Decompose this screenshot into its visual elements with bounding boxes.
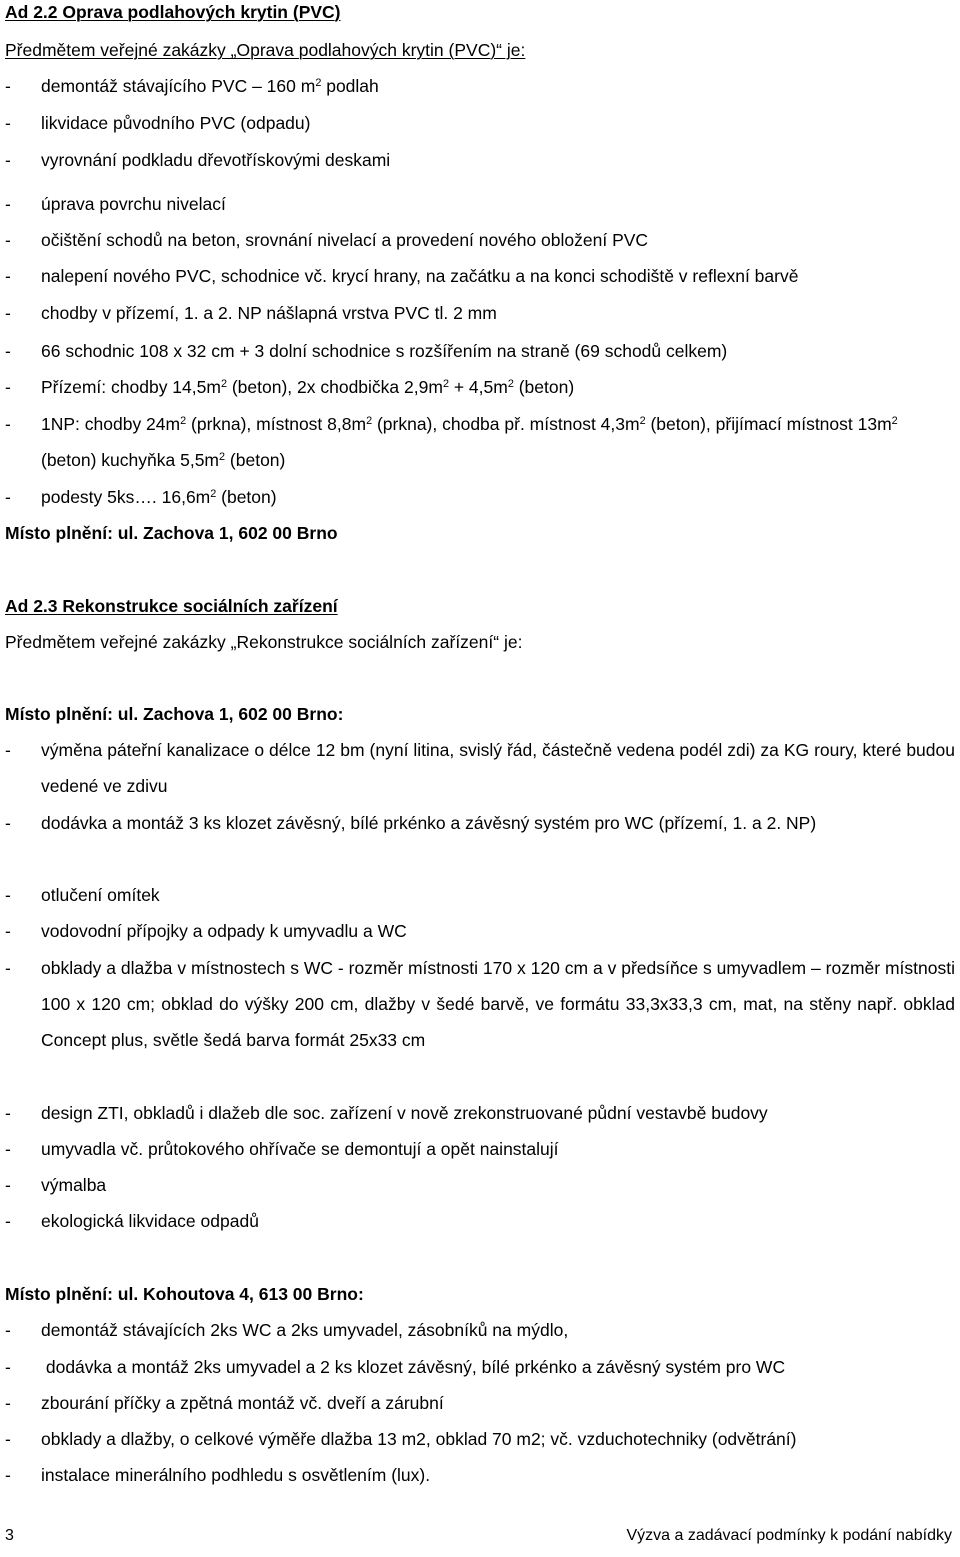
list-text: úprava povrchu nivelací bbox=[41, 194, 226, 214]
list-text: demontáž stávajících 2ks WC a 2ks umyvadel, zásobníků na mýdlo, bbox=[41, 1320, 569, 1340]
list-dash: - bbox=[5, 813, 11, 833]
section1-heading: Ad 2.2 Oprava podlahových krytin (PVC) bbox=[5, 2, 341, 22]
superscript: 2 bbox=[442, 378, 449, 391]
page-number: 3 bbox=[5, 1527, 14, 1544]
superscript: 2 bbox=[180, 415, 187, 428]
superscript: 2 bbox=[219, 451, 226, 464]
place-of-performance: Místo plnění: ul. Kohoutova 4, 613 00 Brno: bbox=[5, 1284, 364, 1304]
list-text: likvidace původního PVC (odpadu) bbox=[41, 113, 311, 133]
list-item bbox=[5, 805, 955, 841]
list-dash: - bbox=[5, 740, 11, 760]
list-dash: - bbox=[5, 1429, 11, 1449]
list-text: (prkna), místnost 8,8m bbox=[186, 414, 367, 434]
superscript: 2 bbox=[639, 415, 646, 428]
list-dash: - bbox=[5, 1393, 11, 1413]
list-text: (beton) kuchyňka 5,5m bbox=[41, 450, 220, 471]
list-item bbox=[5, 186, 955, 222]
section2-heading: Ad 2.3 Rekonstrukce sociálních zařízení bbox=[5, 596, 338, 616]
list-text: chodby v přízemí, 1. a 2. NP nášlapná vrstva PVC tl. 2 mm bbox=[41, 303, 497, 323]
list-text: podlah bbox=[321, 76, 379, 96]
list-item bbox=[5, 479, 955, 515]
list-text: dodávka a montáž 3 ks klozet závěsný, bílé prkénko a závěsný systém pro WC (přízemí, 1. a 2. NP) bbox=[41, 813, 817, 833]
superscript: 2 bbox=[210, 488, 217, 501]
list-dash: - bbox=[5, 885, 11, 905]
list-text: nalepení nového PVC, schodnice vč. krycí hrany, na začátku a na konci schodiště v reflexní barvě bbox=[41, 266, 799, 286]
list-text: 66 schodnic 108 x 32 cm + 3 dolní schodnice s rozšířením na straně (69 schodů celkem) bbox=[41, 341, 728, 361]
list-dash: - bbox=[5, 266, 11, 286]
list-item bbox=[5, 258, 955, 294]
list-dash: - bbox=[5, 230, 11, 250]
footer-title: Výzva a zadávací podmínky k podání nabídky bbox=[626, 1527, 952, 1544]
list-item bbox=[5, 222, 955, 258]
superscript: 2 bbox=[366, 415, 373, 428]
superscript: 2 bbox=[891, 415, 898, 428]
list-item bbox=[5, 1095, 955, 1131]
list-dash: - bbox=[5, 341, 11, 361]
list-dash: - bbox=[5, 921, 11, 941]
list-text: (beton), přijímací místnost 13m bbox=[645, 414, 892, 434]
list-item bbox=[5, 1203, 955, 1239]
list-text: umyvadla vč. průtokového ohřívače se demontují a opět nainstalují bbox=[41, 1139, 559, 1159]
list-item bbox=[5, 1167, 955, 1203]
superscript: 2 bbox=[220, 378, 227, 391]
list-item bbox=[5, 732, 955, 804]
list-text: (beton) bbox=[216, 487, 277, 507]
superscript: 2 bbox=[507, 378, 514, 391]
list-dash: - bbox=[5, 377, 11, 397]
list-dash: - bbox=[5, 414, 11, 434]
list-dash: - bbox=[5, 113, 11, 133]
list-item bbox=[5, 1349, 955, 1385]
list-dash: - bbox=[5, 958, 11, 978]
place-of-performance: Místo plnění: ul. Zachova 1, 602 00 Brno: bbox=[5, 704, 344, 724]
list-text: vyrovnání podkladu dřevotřískovými deskami bbox=[41, 150, 391, 170]
list-text: (beton), 2x chodbička 2,9m bbox=[226, 377, 443, 397]
list-item bbox=[5, 369, 955, 405]
list-dash: - bbox=[5, 1139, 11, 1159]
list-item bbox=[5, 105, 955, 141]
list-dash: - bbox=[5, 1103, 11, 1123]
list-text: 1NP: chodby 24m bbox=[41, 414, 181, 434]
list-item bbox=[5, 333, 955, 369]
list-text: otlučení omítek bbox=[41, 885, 160, 905]
list-text: dodávka a montáž 2ks umyvadel a 2 ks klozet závěsný, bílé prkénko a závěsný systém pro WC bbox=[41, 1357, 786, 1377]
list-dash: - bbox=[5, 303, 11, 323]
list-item bbox=[5, 68, 955, 104]
list-item bbox=[5, 295, 955, 331]
list-text: demontáž stávajícího PVC – 160 m bbox=[41, 76, 316, 96]
list-text: Přízemí: chodby 14,5m bbox=[41, 377, 221, 397]
list-item bbox=[5, 1385, 955, 1421]
list-dash: - bbox=[5, 487, 11, 507]
list-text: zbourání příčky a zpětná montáž vč. dveří a zárubní bbox=[41, 1393, 444, 1413]
list-dash: - bbox=[5, 1175, 11, 1195]
list-text: očištění schodů na beton, srovnání nivelací a provedení nového obložení PVC bbox=[41, 230, 649, 250]
list-item bbox=[5, 1312, 955, 1348]
list-text: instalace minerálního podhledu s osvětlením (lux). bbox=[41, 1465, 431, 1485]
list-text: výmalba bbox=[41, 1175, 107, 1195]
list-item bbox=[5, 1457, 955, 1493]
list-item bbox=[5, 142, 955, 178]
list-dash: - bbox=[5, 150, 11, 170]
section2-intro: Předmětem veřejné zakázky „Rekonstrukce sociálních zařízení“ je: bbox=[5, 632, 523, 652]
list-dash: - bbox=[5, 1211, 11, 1231]
list-dash: - bbox=[5, 194, 11, 214]
place-of-performance: Místo plnění: ul. Zachova 1, 602 00 Brno bbox=[5, 523, 338, 543]
list-item bbox=[5, 406, 955, 478]
list-text: (prkna), chodba př. místnost 4,3m bbox=[372, 414, 640, 434]
list-item bbox=[5, 950, 955, 1059]
list-text: podesty 5ks…. 16,6m bbox=[41, 487, 211, 507]
list-text: (beton) bbox=[513, 377, 575, 397]
list-text: (beton) bbox=[225, 450, 286, 471]
list-text: obklady a dlažba v místnostech s WC - rozměr místnosti 170 x 120 cm a v předsíňce s umyvadlem – rozměr místnosti 100 x 120 cm; obklad do výšky 200 cm, dlažby v šedé barvě, ve formátu 33,3x33,3 cm, mat, na stěny např. obklad Concept plus, světle šedá barva formát 25x33 cm bbox=[41, 958, 955, 1051]
list-text: výměna páteřní kanalizace o délce 12 bm (nyní litina, svislý řád, částečně vedena podél zdi) za KG roury, které budou vedené ve zdivu bbox=[41, 740, 955, 797]
list-dash: - bbox=[5, 1320, 11, 1340]
list-text: + 4,5m bbox=[448, 377, 508, 397]
section1-intro: Předmětem veřejné zakázky „Oprava podlahových krytin (PVC)“ je: bbox=[5, 40, 526, 60]
list-text: vodovodní přípojky a odpady k umyvadlu a WC bbox=[41, 921, 407, 941]
list-dash: - bbox=[5, 1465, 11, 1485]
list-item bbox=[5, 1131, 955, 1167]
list-item bbox=[5, 1421, 955, 1457]
list-dash: - bbox=[5, 76, 11, 96]
list-text: ekologická likvidace odpadů bbox=[41, 1211, 259, 1231]
list-dash: - bbox=[5, 1357, 11, 1377]
list-item bbox=[5, 877, 955, 913]
list-item bbox=[5, 913, 955, 949]
list-text: obklady a dlažby, o celkové výměře dlažba 13 m2, obklad 70 m2; vč. vzduchotechniky (odvětrání) bbox=[41, 1429, 797, 1449]
superscript: 2 bbox=[315, 77, 322, 90]
list-text: design ZTI, obkladů i dlažeb dle soc. zařízení v nově zrekonstruované půdní vestavbě budovy bbox=[41, 1103, 768, 1123]
